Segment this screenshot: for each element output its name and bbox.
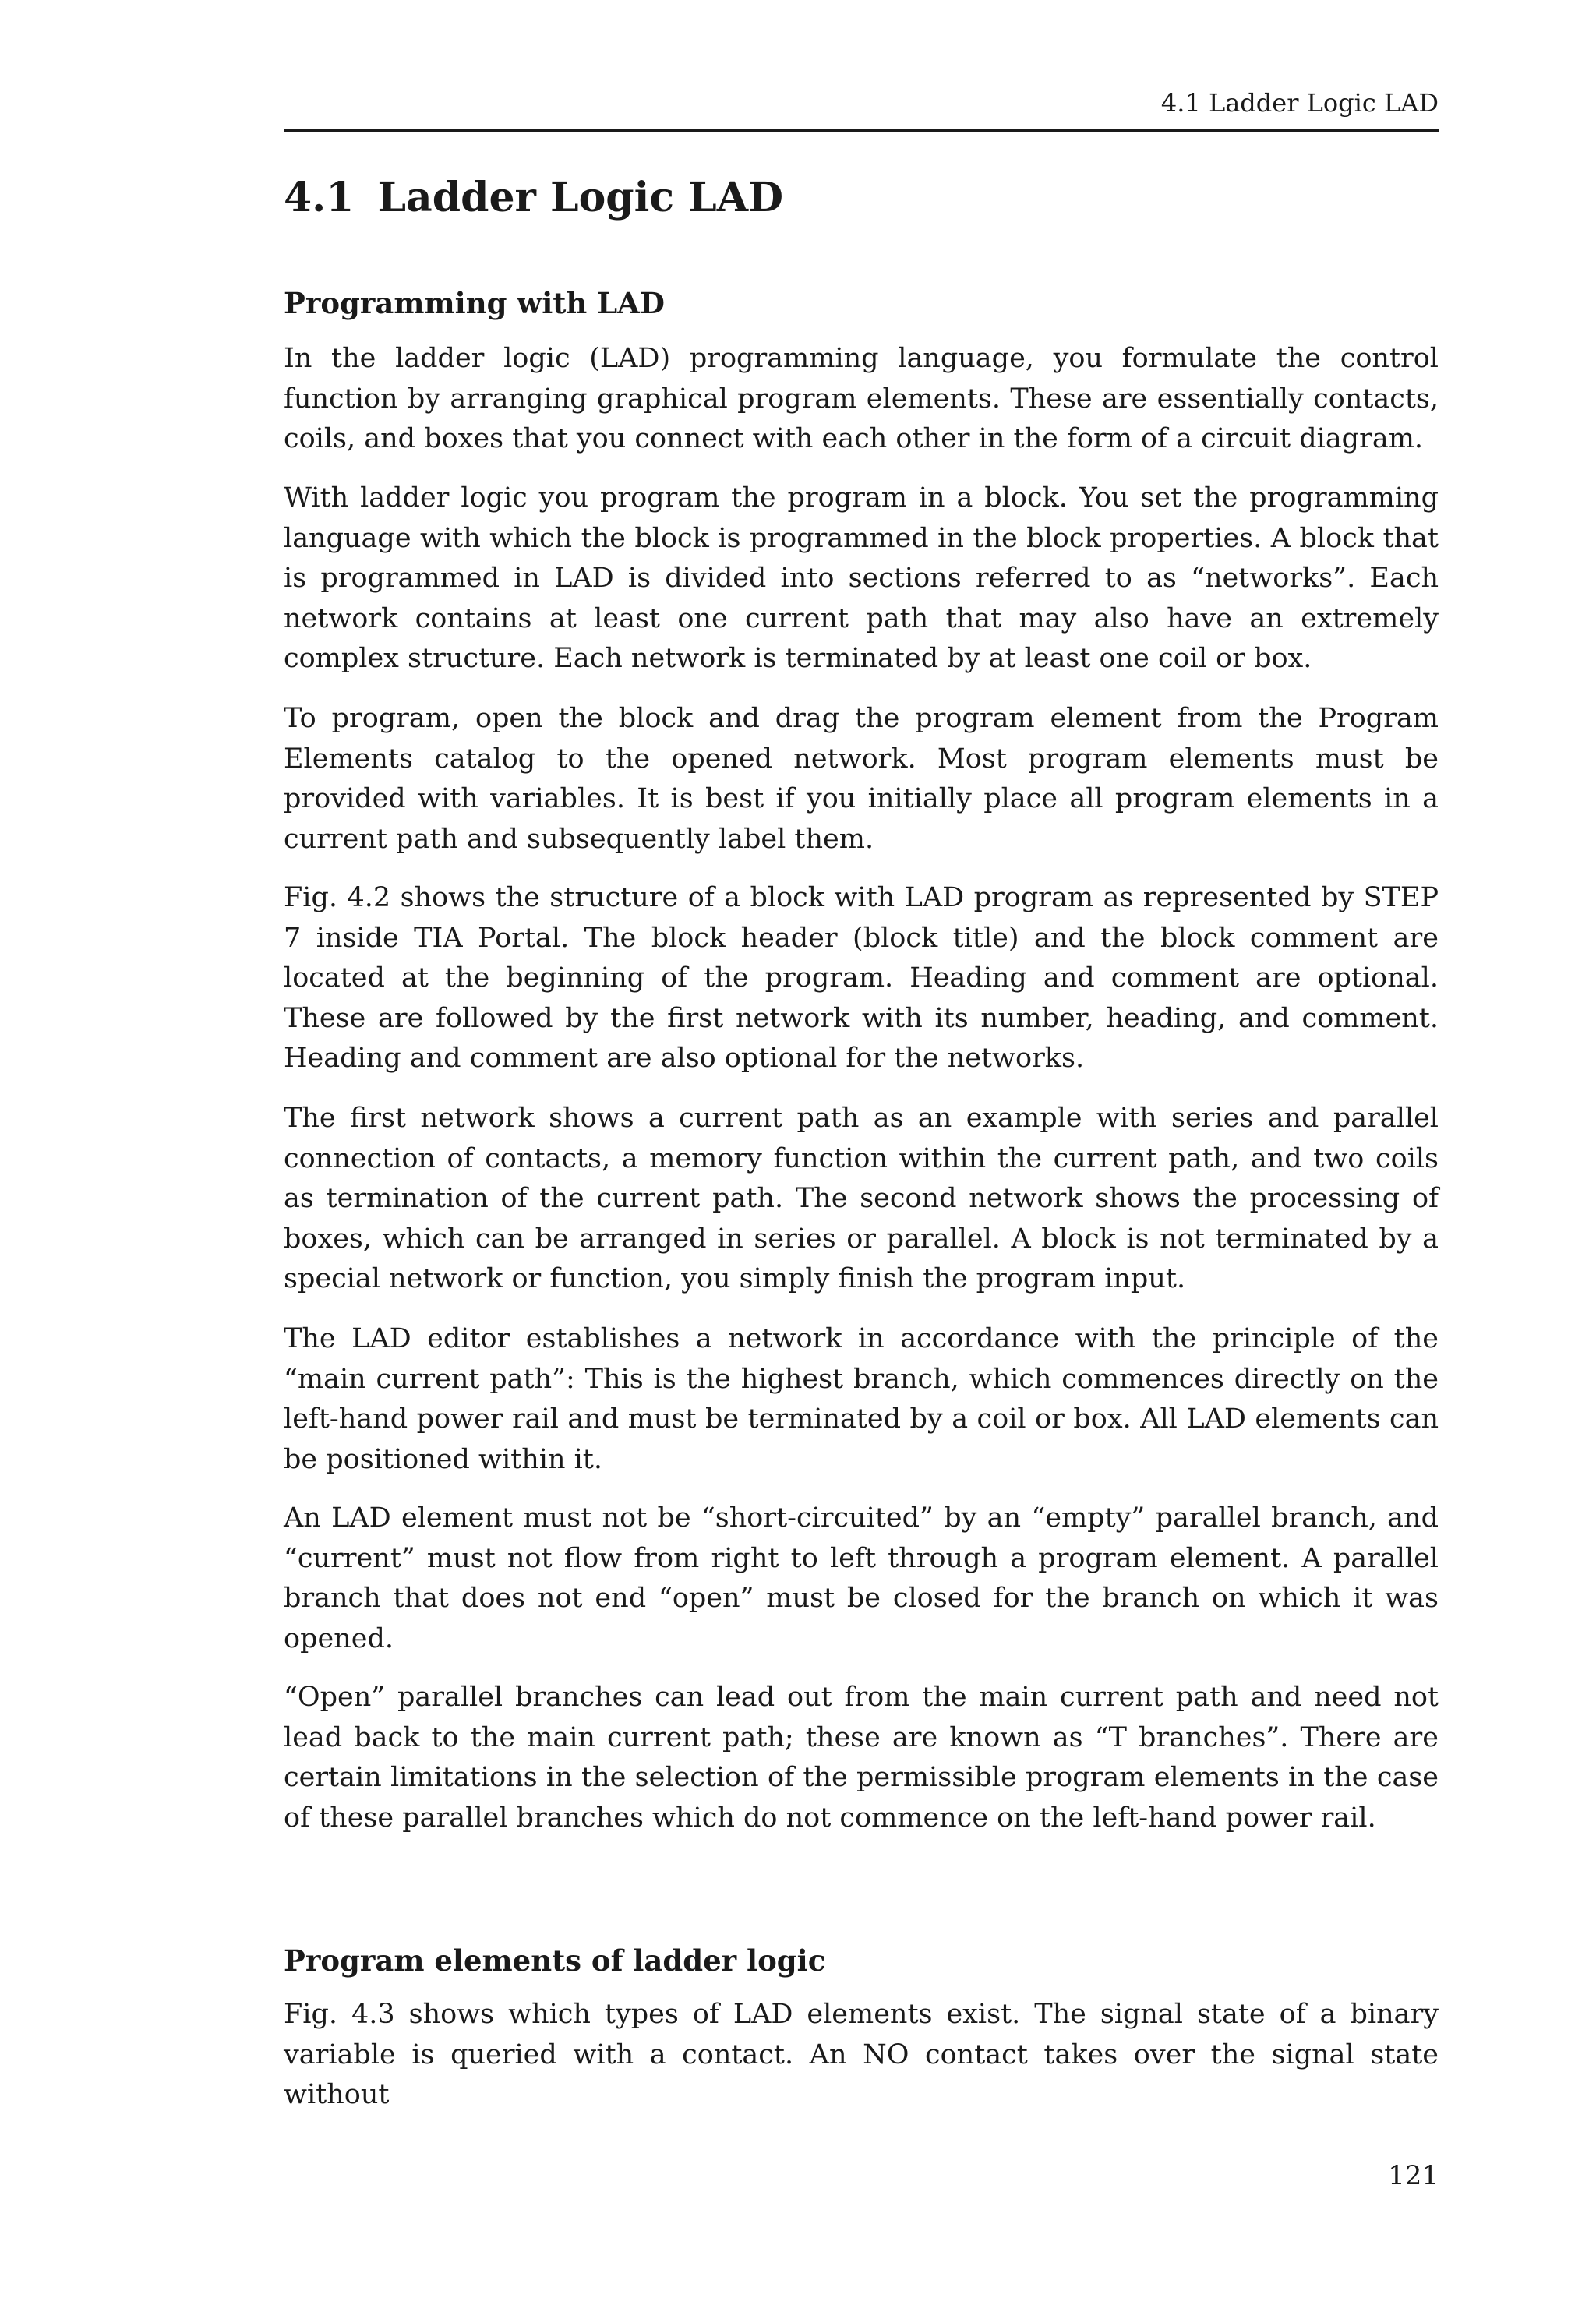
subheading-programming-with-lad: Programming with LAD [284,286,665,320]
page-number: 121 [1388,2160,1439,2191]
book-page [284,0,1439,2298]
subheading-program-elements: Program elements of ladder logic [284,1943,826,1978]
paragraph-main-current-path: The LAD editor establishes a network in accordance with the principle of the “main current path”: This is the highest branch, which commences directly on the left-hand power rail and must be terminated by a coil or box. All LAD elements can be positioned within it. [284,1323,1439,1475]
section-title-text: Ladder Logic LAD [377,174,784,221]
section-number: 4.1 [284,174,355,221]
section-title [284,173,783,223]
paragraph-t-branches: “Open” parallel branches can lead out from the main current path and need not lead back to the main current path; these are known as “T branches”. There are certain limitations in the selection of the permissible program elements in the case of these parallel branches which do not commence on the left-hand power rail. [284,1682,1439,1834]
running-header: 4.1 Ladder Logic LAD [1160,88,1439,118]
paragraph-intro: In the ladder logic (LAD) programming language, you formulate the control function by arranging graphical program elements. These are essentially contacts, coils, and boxes that you connect with each other in the form of a circuit diagram. [284,343,1439,454]
paragraph-fig-4-3: Fig. 4.3 shows which types of LAD elements exist. The signal state of a binary variable is queried with a contact. An NO contact takes over the signal state without [284,1999,1439,2110]
paragraph-first-network: The first network shows a current path as an example with series and parallel connection of contacts, a memory function within the current path, and two coils as termination of the current path. The second network shows the processing of boxes, which can be arranged in series or parallel. A block is not terminated by a special network or function, you simply finish the program input. [284,1103,1439,1294]
paragraph-short-circuit: An LAD element must not be “short-circuited” by an “empty” parallel branch, and “current” must not flow from right to left through a program element. A parallel branch that does not end “open” must be closed for the branch on which it was opened. [284,1502,1439,1654]
paragraph-block-networks: With ladder logic you program the program in a block. You set the programming language with which the block is programmed in the block properties. A block that is programmed in LAD is divided into sections referred to as “networks”. Each network contains at least one current path that may also have an extremely complex structure. Each network is terminated by at least one coil or box. [284,482,1439,674]
paragraph-fig-4-2: Fig. 4.2 shows the structure of a block with LAD program as represented by STEP 7 inside TIA Portal. The block header (block title) and the block comment are located at the beginning of the program. Heading and comment are optional. These are followed by the first network with its number, heading, and comment. Heading and comment are also optional for the networks. [284,882,1439,1074]
header-rule [284,129,1439,132]
paragraph-how-to-program: To program, open the block and drag the program element from the Program Elements catalog to the opened network. Most program elements must be provided with variables. It is best if you initially place all program elements in a current path and subsequently label them. [284,703,1439,855]
